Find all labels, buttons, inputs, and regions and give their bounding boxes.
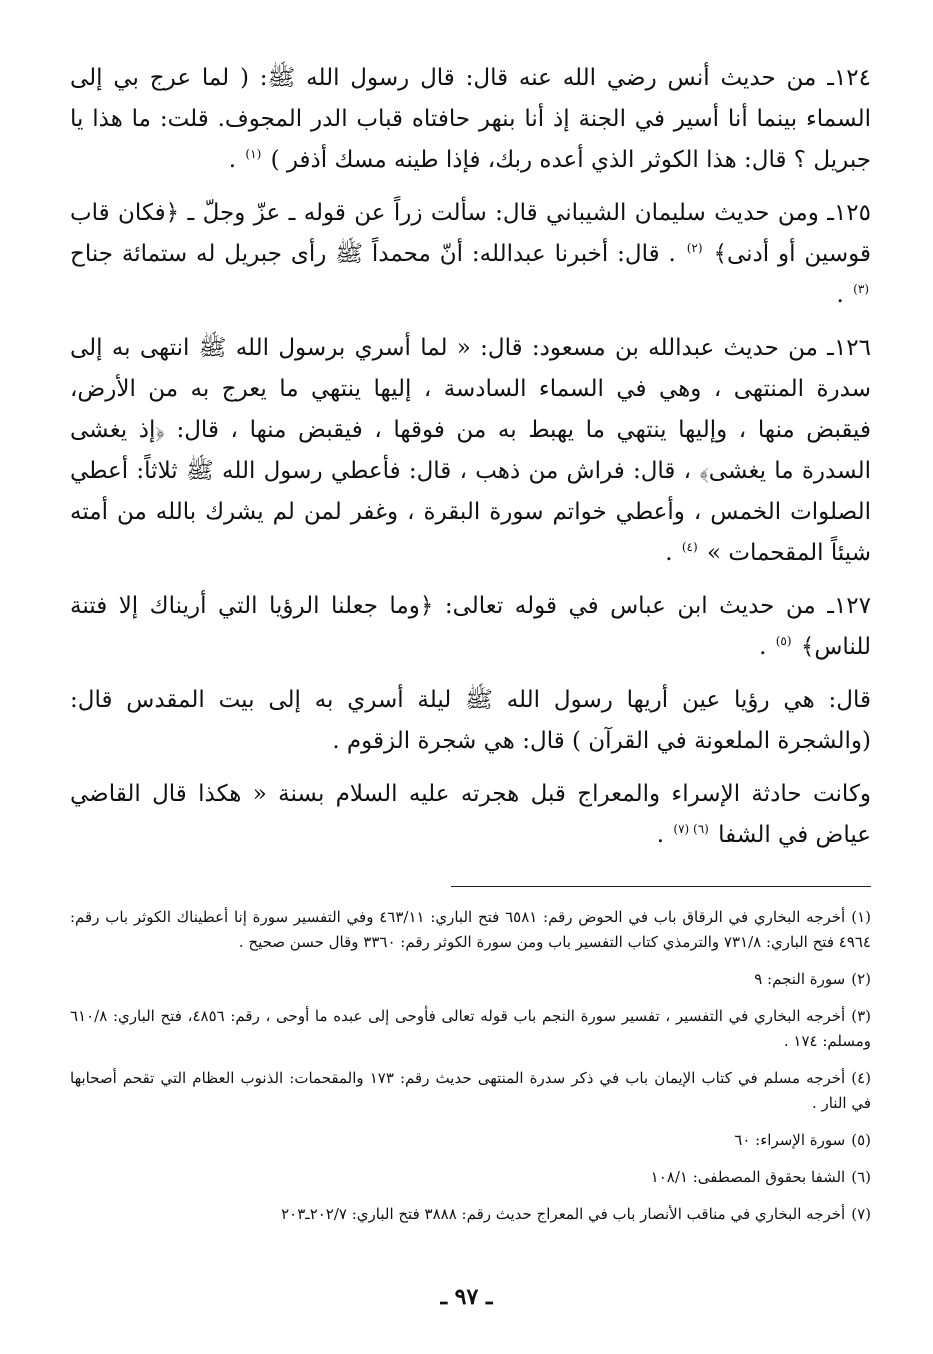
paragraph-tail: . [228,147,237,173]
footnote-mark: (٢) [851,970,871,988]
paragraph-tail: . [656,822,665,848]
page-number: ـ ٩٧ ـ [440,1284,493,1310]
footnote-text: أخرجه البخاري في مناقب الأنصار باب في المعراج حديث رقم: ٣٨٨٨ فتح الباري: ٢٠٢/٧ـ٢٠٣ [281,1205,846,1223]
footnote-text: سورة الإسراء: ٦٠ [734,1131,846,1149]
footnote-item [70,1202,871,1227]
footnote-item [70,905,871,955]
footnote-mark: (٣) [851,1007,871,1025]
footnote-text: الشفا بحقوق المصطفى: ١٠٨/١ [650,1168,846,1186]
paragraph-text: ١٢٧ـ من حديث ابن عباس في قوله تعالى: ﴿وما جعلنا الرؤيا التي أريناك إلا فتنة للناس﴾ [70,593,871,660]
paragraph-text: ١٢٥ـ ومن حديث سليمان الشيباني قال: سألت زراً عن قوله ـ عزّ وجلّ ـ ﴿فكان قاب قوسين أو أدنى﴾ [70,200,872,267]
footnote-divider [451,886,871,887]
footnote-item [70,967,871,992]
footnote-item [70,1004,871,1054]
footnote-ref: (٢) [686,241,703,256]
footnote-mark: (٥) [851,1131,871,1149]
footnote-mark: (١) [851,908,871,926]
footnote-ref: (٣) [853,282,869,297]
footnote-text: أخرجه البخاري في التفسير ، تفسير سورة النجم باب قوله تعالى فأوحى إلى عبده ما أوحى ، رقم: ٤٨٥٦، فتح الباري: ٦١٠/٨ ومسلم: ١٧٤ . [70,1007,871,1050]
explanation-paragraph [70,680,871,762]
hadith-126 [70,328,871,574]
hadith-127 [70,586,871,668]
footnote-ref: (١) [245,147,262,162]
footnote-text: أخرجه مسلم في كتاب الإيمان باب في ذكر سدرة المنتهى حديث رقم: ١٧٣ والمقحمات: الذنوب العظام التي تقحم أصحابها في النار . [70,1069,871,1112]
paragraph-text: ١٢٦ـ من حديث عبدالله بن مسعود: قال: « لما أسري برسول الله ﷺ انتهى به إلى سدرة المنتهى ، وهي في السماء السادسة ، إليها ينتهي ما يعرج به من الأرض، فيقبض منها ، وإليها ينتهي ما يهبط به من فوقها ، فيقبض منها ، قال: ﴿إذ يغشى السدرة ما يغشى﴾ ، قال: فراش من ذهب ، قال: فأعطي رسول الله ﷺ ثلاثاً: أعطي الصلوات الخمس ، وأعطي خواتم سورة البقرة ، وغفر لمن لم يشرك بالله من أمته شيئاً المقحمات » [70,335,871,566]
footnote-item [70,1066,871,1116]
paragraph-text: قال: هي رؤيا عين أريها رسول الله ﷺ ليلة أسري به إلى بيت المقدس قال: (والشجرة الملعونة في القرآن ) قال: هي شجرة الزقوم . [70,687,871,754]
footnote-text: أخرجه البخاري في الرقاق باب في الحوض رقم: ٦٥٨١ فتح الباري: ٤٦٣/١١ وفي التفسير سورة إنا أعطيناك الكوثر باب رقم: ٤٩٦٤ فتح الباري: ٧٣١/٨ والترمذي كتاب التفسير باب ومن سورة الكوثر رقم: ٣٣٦٠ وقال حسن صحيح . [70,908,871,951]
main-text [70,58,871,856]
paragraph-tail: . [665,540,673,566]
closing-paragraph [70,774,871,856]
footnote-ref: (٤) [681,540,698,555]
hadith-125 [70,193,871,316]
footnote-mark: (٤) [851,1069,871,1087]
footnote-ref: (٥) [775,634,792,649]
hadith-124 [70,58,871,181]
footnote-text: سورة النجم: ٩ [754,970,846,988]
footnote-ref: (٦) (٧) [673,822,709,837]
footnotes [70,905,871,1227]
paragraph-tail: . قال: أخبرنا عبدالله: أنّ محمداً ﷺ رأى جبريل له ستمائة جناح [70,241,676,267]
paragraph-tail: . [759,634,767,660]
paragraph-text: وكانت حادثة الإسراء والمعراج قبل هجرته عليه السلام بسنة « هكذا قال القاضي عياض في الشفا [70,781,871,848]
footnote-mark: (٦) [851,1168,871,1186]
footnote-item [70,1128,871,1153]
paragraph-text: ١٢٤ـ من حديث أنس رضي الله عنه قال: قال رسول الله ﷺ: ( لما عرج بي إلى السماء بينما أنا أسير في الجنة إذ أنا بنهر حافتاه قباب الدر المجوف. قلت: ما هذا يا جبريل ؟ قال: هذا الكوثر الذي أعده ربك، فإذا طينه مسك أذفر ) [70,65,871,173]
footnote-mark: (٧) [851,1205,871,1223]
footnote-item [70,1165,871,1190]
paragraph-tail: . [836,282,844,308]
